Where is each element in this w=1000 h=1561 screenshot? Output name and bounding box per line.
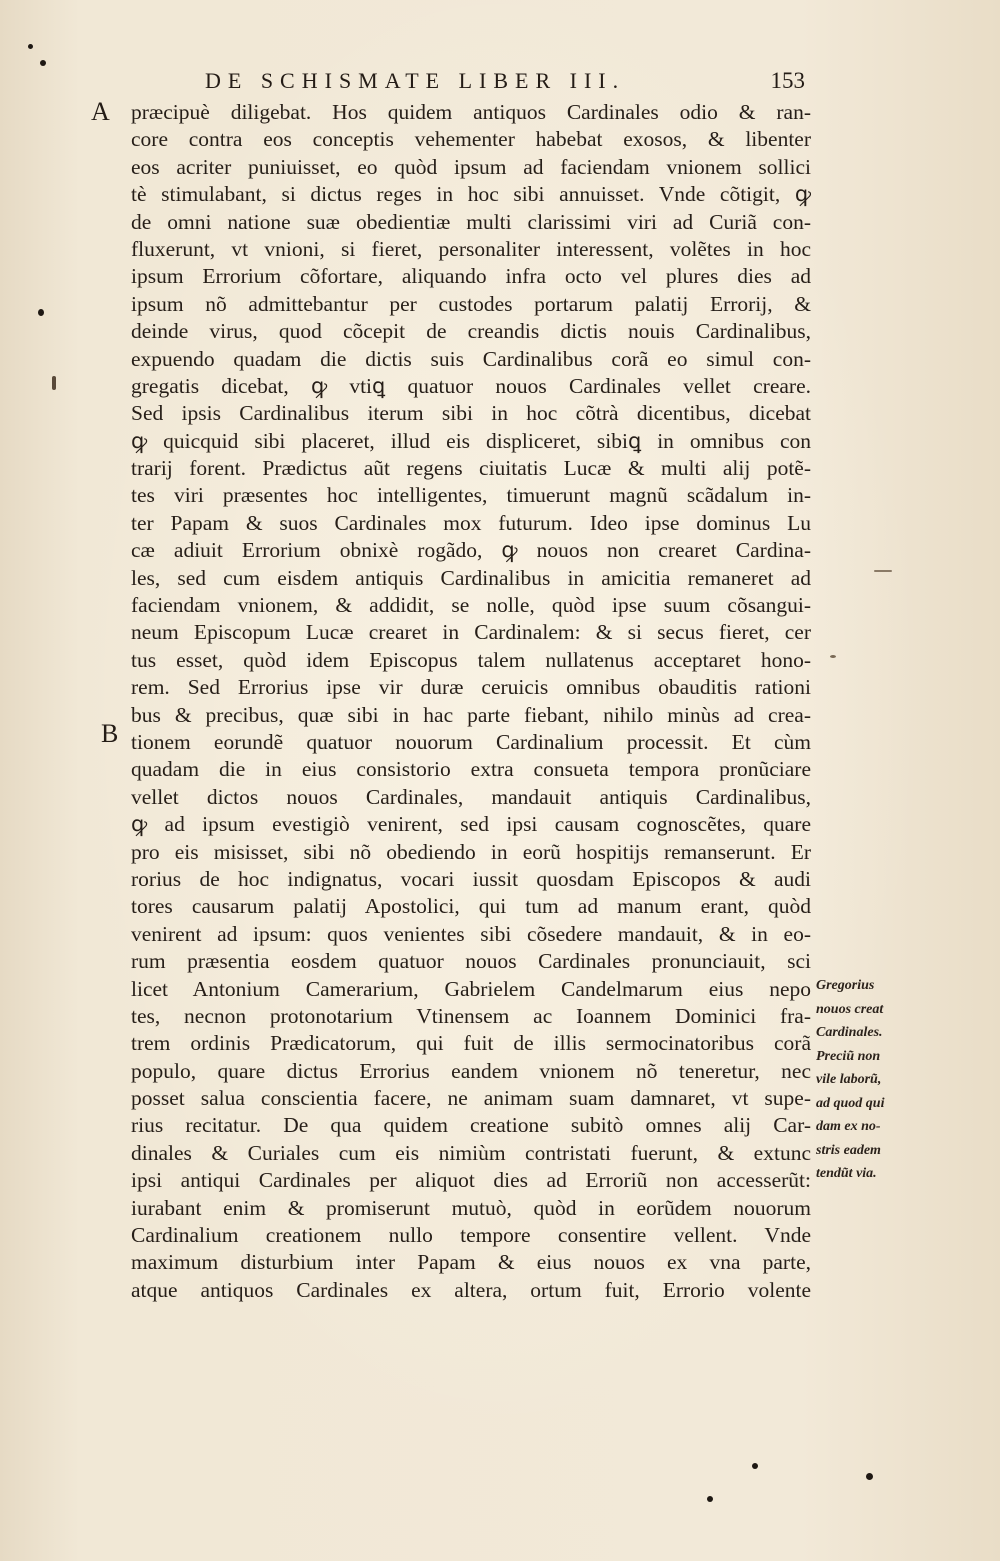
text-line: ipsum nõ admittebantur per custodes portarum palatij Errorij, & (131, 291, 811, 316)
margin-note-line: dam ex no- (816, 1119, 881, 1134)
text-line: tes, necnon protonotarium Vtinensem ac Ioannem Dominici fra- (131, 1003, 811, 1028)
text-line: gregatis dicebat, ꝙ vtiꝗ quatuor nouos Cardinales vellet creare. (131, 373, 811, 398)
margin-note-line: ad quod qui (816, 1095, 885, 1111)
text-line: Sed ipsis Cardinalibus iterum sibi in hoc cõtrà dicentibus, dicebat (131, 401, 811, 426)
text-line: vellet dictos nouos Cardinales, mandauit antiquis Cardinalibus, (131, 784, 811, 809)
ink-speck (874, 570, 892, 572)
text-line: eos acriter puniuisset, eo quòd ipsum ad faciendam vnionem sollici (131, 154, 811, 179)
text-line: trem ordinis Prædicatorum, qui fuit de illis sermocinatoribus corã (131, 1031, 811, 1056)
text-line: fluxerunt, vt vnioni, si fieret, personaliter interessent, volẽtes in hoc (131, 236, 811, 261)
margin-note-line: Preciũ non (816, 1048, 881, 1064)
text-line: pro eis misisset, sibi nõ obediendo in eorũ hospitijs remanserunt. Er (131, 839, 811, 864)
text-line: expuendo quadam die dictis suis Cardinalibus corã eo simul con- (131, 346, 811, 371)
text-line: venirent ad ipsum: quos venientes sibi cõsedere mandauit, & in eo- (131, 921, 811, 946)
text-line: trarij forent. Prædictus aũt regens ciuitatis Lucæ & multi alij potẽ- (131, 456, 811, 481)
ink-speck (752, 1463, 758, 1469)
margin-note-line: tendũt via. (816, 1166, 877, 1181)
text-line: rorius de hoc indignatus, vocari iussit quosdam Episcopos & audi (131, 866, 811, 891)
text-line: Cardinalium creationem nullo tempore consentire vellent. Vnde (131, 1223, 811, 1248)
text-line: tus esset, quòd idem Episcopus talem nullatenus acceptaret hono- (131, 647, 811, 672)
body-text (131, 99, 811, 1304)
text-line: cæ adiuit Errorium obnixè rogãdo, ꝙ nouos non crearet Cardina- (131, 538, 811, 563)
ink-speck (830, 655, 836, 658)
text-line: atque antiquos Cardinales ex altera, ortum fuit, Errorio volente (131, 1277, 811, 1302)
text-line: les, sed cum eisdem antiquis Cardinalibus in amicitia remaneret ad (131, 565, 811, 590)
text-line: neum Episcopum Lucæ crearet in Cardinalem: & si secus fieret, cer (131, 620, 811, 645)
text-line: ꝙ quicquid sibi placeret, illud eis displiceret, sibiꝗ in omnibus con (131, 428, 811, 453)
text-line: core contra eos conceptis vehementer habebat exosos, & libenter (131, 127, 811, 152)
ink-speck (40, 60, 46, 66)
margin-note-line: Cardinales. (816, 1025, 883, 1040)
ink-speck (28, 44, 33, 49)
text-line: bus & precibus, quæ sibi in hac parte fiebant, nihilo minùs ad crea- (131, 702, 811, 727)
text-line: dinales & Curiales cum eis nimiùm contristati fuerunt, & extunc (131, 1140, 811, 1165)
margin-note-line: nouos creat (816, 1001, 884, 1017)
text-line: tores causarum palatij Apostolici, qui tum ad manum erant, quòd (131, 894, 811, 919)
text-line: rius recitatur. De qua quidem creatione subitò omnes alij Car- (131, 1113, 811, 1138)
text-line: tionem eorundẽ quatuor nouorum Cardinalium processit. Et cùm (131, 729, 811, 754)
section-marker-b: B (101, 719, 119, 748)
text-line: tè stimulabant, si dictus reges in hoc sibi annuisset. Vnde cõtigit, ꝙ (131, 182, 811, 207)
text-line: ꝙ ad ipsum evestigiò venirent, sed ipsi causam cognoscẽtes, quare (131, 812, 811, 837)
text-line: rem. Sed Errorius ipse vir duræ ceruicis omnibus obauditis rationi (131, 675, 811, 700)
section-marker-a: A (91, 97, 110, 126)
margin-note-line: Gregorius (816, 978, 875, 993)
text-line: iurabant enim & promiserunt mutuò, quòd in eorũdem nouorum (131, 1195, 811, 1220)
ink-speck (38, 309, 44, 316)
text-line: licet Antonium Camerarium, Gabrielem Candelmarum eius nepo (131, 976, 811, 1001)
text-line: faciendam vnionem, & addidit, se nolle, quòd ipse suum cõsangui- (131, 593, 811, 618)
text-line: de omni natione suæ obedientiæ multi clarissimi viri ad Curiã con- (131, 209, 811, 234)
text-line: ipsi antiqui Cardinales per aliquot dies ad Erroriũ non accesserũt: (131, 1168, 811, 1193)
text-line: populo, quare dictus Errorius eandem vnionem nõ teneretur, nec (131, 1058, 811, 1083)
ink-speck (866, 1473, 873, 1480)
margin-note (816, 974, 996, 1186)
ink-speck (707, 1496, 713, 1502)
ink-speck (52, 376, 56, 390)
text-line: præcipuè diligebat. Hos quidem antiquos Cardinales odio & ran- (131, 100, 811, 124)
text-line: ter Papam & suos Cardinales mox futurum. Ideo ipse dominus Lu (131, 510, 811, 535)
text-line: quadam die in eius consistorio extra consueta tempora pronũciare (131, 757, 811, 782)
text-line: rum præsentia eosdem quatuor nouos Cardinales pronunciauit, sci (131, 949, 811, 974)
margin-note-line: vile laborũ, (816, 1072, 882, 1087)
text-line: posset salua conscientia facere, ne animam suam damnaret, vt supe- (131, 1086, 811, 1111)
page-header (205, 64, 805, 98)
text-line: tes viri præsentes hoc intelligentes, timuerunt magnũ scãdalum in- (131, 483, 811, 508)
text-line: deinde virus, quod cõcepit de creandis dictis nouis Cardinalibus, (131, 319, 811, 344)
page-number: 153 (770, 68, 805, 93)
margin-note-line: stris eadem (816, 1142, 881, 1158)
text-line: ipsum Errorium cõfortare, aliquando infra octo vel plures dies ad (131, 264, 811, 289)
running-title: DE SCHISMATE LIBER III. (205, 68, 626, 93)
text-line: maximum disturbium inter Papam & eius nouos ex vna parte, (131, 1250, 811, 1275)
